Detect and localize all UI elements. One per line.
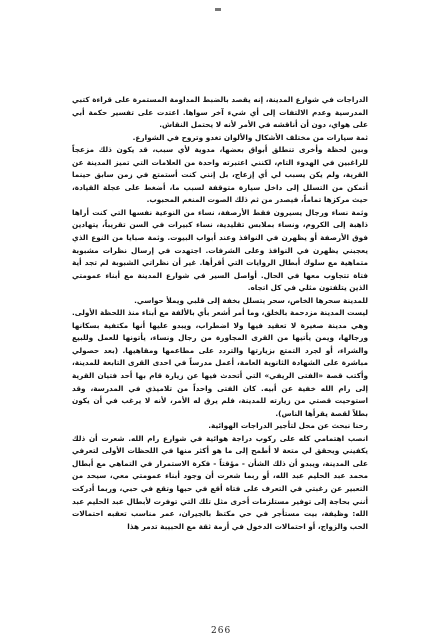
page-number: 266 <box>211 626 232 636</box>
paragraph: ثمة سيارات من مختلف الأشكال والألوان تغدو وتروح في الشوارع. <box>132 132 368 142</box>
paragraph: رحنا نبحث عن محل لتأجير الدراجات الهوائية. <box>208 421 368 431</box>
paragraph: الدراجات في شوارع المدينة، إنه يقصد بالضبط المداومة المستمرة على قراءة كتبي المدرسية وعدم الالتفات إلى أي شيء آخر سواها. اعتدت على تفسير حكمة أبي على هواي، دون أن أناقشه في الأمر لأنه لا يحتمل النقاش. <box>72 95 368 130</box>
paragraph: للمدينة سحرها الخاص، سحر يتسلل بخفة إلى قلبي ويملأ حواسي. <box>134 295 368 305</box>
paragraph: وبين لحظة وأخرى تنطلق أبواق بعضها، مدوية لأي سبب، قد يكون ذلك مزعجاً للراغبين في الهدوء التام، لكنني اعتبرته واحدة من العلامات التي تميز المدينة عن القرية، ولم يكن يسبب لي أي إزعاج، بل إنني كنت أستمتع في زمن سابق حينما أتمكن من التسلل إلى داخل سيارة متوقفة لسبب ما، أضغط على عجلة القيادة، حيث مركزها تماماً، فيصدر من ثم ذلك الصوت المنغم المحبوب. <box>72 145 368 205</box>
paragraph: وثمة نساء ورجال يسيرون فقط الأرصفة، نساء من النوعية نفسها التي كنت أراها ذاهبة إلى الكروم، ونساء بملابس تقليدية، نساء كبيرات في السن تقريباً، يتهادين فوق الأرصفة أو يظهرن في النوافذ وعند أبواب البيوت. وثمة صبايا من النوع الذي يعجبني يظهرن في النوافذ وعلى الشرفات. اجتهدت في إرسال نظرات مشبوبة متماهية مع سلوك أبطال الروايات التي أقرأها. غير أن نظراتي الشبوبة لم تجد أية فتاة تتجاوب معها في الحال. أواصل السير في شوارع المدينة مع أبناء عمومتي الذين يتلفتون مثلي في كل اتجاه. <box>72 207 368 293</box>
paragraph: انصب اهتمامي كله على ركوب دراجة هوائية في شوارع رام الله. شعرت أن ذلك يكفيني ويحقق لي متعة لا أطمح إلى ما هو أكثر منها في اللحظات الأولى لتعرفي على المدينة، ويبدو أن ذلك الشأن - مؤقتاً - فكرة الاستمرار في التماهي مع أبطال محمد عبد الحليم عبد الله، أو ربما شعرت أن وجود أبناء عمومتي معي، سيحد من التعبير عن رغبتي في التعرف على فتاة أقع في حبها وتقع في حبي، وربما أدركت أنني بحاجة إلى توفير مستلزمات أخرى مثل تلك التي توفرت لأبطال عبد الحليم عبد الله: وظيفة، بيت مستأجر في حي مكتظ بالجيران، عمر مناسب تعقبه احتمالات الحب والزواج، أو احتمالات الدخول في أزمة ثقة مع الحبيبة تدمر هذا <box>72 433 368 531</box>
scan-mark <box>215 8 221 11</box>
body-text <box>72 94 368 533</box>
paragraph: ليست المدينة مزدحمة بالخلق، وما أمر أشعر بأي بالألفة مع أبناء منذ اللحظة الأولى. وهي مدينة صغيرة لا تعقيد فيها ولا اضطراب، ويبدو عليها أنها مكتفية بسكانها ورجالها، ويمن يأتيها من القرى المجاورة من رجال ونساء، يأتونها للعمل وللبيع والشراء، أو لجرد التمتع بزيارتها والتردد على مطاعمها ومقاهيها. (بعد حصولي مباشرة على الشهادة الثانوية العامة، أعمل مدرساً في احدى القرى التابعة للمدينة، وأكتب قصة «الفتى الريفي» التي أتحدث فيها عن زيارة قام بها أحد فتيان القرية إلى رام الله خفية عن أبيه. كان الفتى واحداً من تلاميذي في المدرسة، وقد استوحيت قصتي من زيارته للمدينة، فلم يرق له الأمر، لأنه لا يرغب في أن يكون بطلاً لقصة يقرأها الناس). <box>72 308 368 418</box>
